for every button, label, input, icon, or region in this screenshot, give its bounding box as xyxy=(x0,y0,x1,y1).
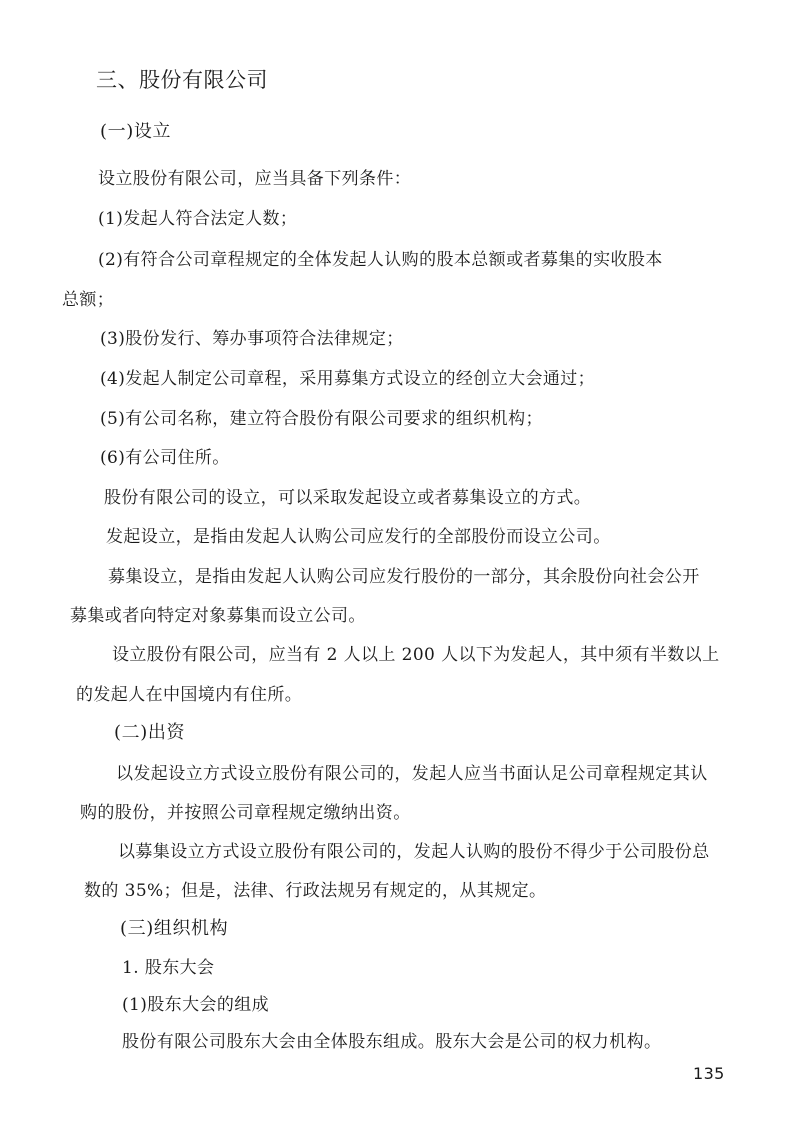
paragraph-raise-definition-2: 募集或者向特定对象募集而设立公司。 xyxy=(70,606,366,626)
condition-2: (2)有符合公司章程规定的全体发起人认购的股本总额或者募集的实收股本 xyxy=(98,250,663,270)
condition-2-cont: 总额； xyxy=(62,290,115,310)
page-number: 135 xyxy=(693,1064,725,1083)
subsection-heading-capital: (二)出资 xyxy=(114,722,186,743)
paragraph-raise-definition-1: 募集设立，是指由发起人认购公司应发行股份的一部分，其余股份向社会公开 xyxy=(108,567,700,587)
paragraph-capital-raise-1: 以募集设立方式设立股份有限公司的，发起人认购的股份不得少于公司股份总 xyxy=(118,842,710,862)
paragraph-promoter-definition: 发起设立，是指由发起人认购公司应发行的全部股份而设立公司。 xyxy=(106,527,611,547)
subsection-heading-establishment: (一)设立 xyxy=(100,121,172,142)
condition-3: (3)股份发行、筹办事项符合法律规定； xyxy=(100,329,404,349)
paragraph-capital-raise-2: 数的 35%；但是，法律、行政法规另有规定的，从其规定。 xyxy=(84,881,547,901)
condition-4: (4)发起人制定公司章程，采用募集方式设立的经创立大会通过； xyxy=(100,369,596,389)
paragraph-methods: 股份有限公司的设立，可以采取发起设立或者募集设立的方式。 xyxy=(104,488,592,508)
item-heading-shareholders-meeting: 1. 股东大会 xyxy=(122,958,215,978)
condition-6: (6)有公司住所。 xyxy=(100,448,230,468)
subsection-heading-organization: (三)组织机构 xyxy=(120,918,229,939)
paragraph-promoters-count-2: 的发起人在中国境内有住所。 xyxy=(76,685,303,705)
paragraph-capital-promoter-1: 以发起设立方式设立股份有限公司的，发起人应当书面认足公司章程规定其认 xyxy=(116,764,708,784)
paragraph-intro: 设立股份有限公司，应当具备下列条件： xyxy=(98,169,412,189)
paragraph-capital-promoter-2: 购的股份，并按照公司章程规定缴纳出资。 xyxy=(80,803,411,823)
condition-5: (5)有公司名称，建立符合股份有限公司要求的组织机构； xyxy=(100,409,543,429)
item-subheading-composition: (1)股东大会的组成 xyxy=(122,995,270,1015)
paragraph-promoters-count-1: 设立股份有限公司，应当有 2 人以上 200 人以下为发起人，其中须有半数以上 xyxy=(112,645,720,665)
condition-1: (1)发起人符合法定人数； xyxy=(98,209,298,229)
section-title: 三、股份有限公司 xyxy=(96,68,268,92)
paragraph-composition: 股份有限公司股东大会由全体股东组成。股东大会是公司的权力机构。 xyxy=(122,1032,662,1052)
